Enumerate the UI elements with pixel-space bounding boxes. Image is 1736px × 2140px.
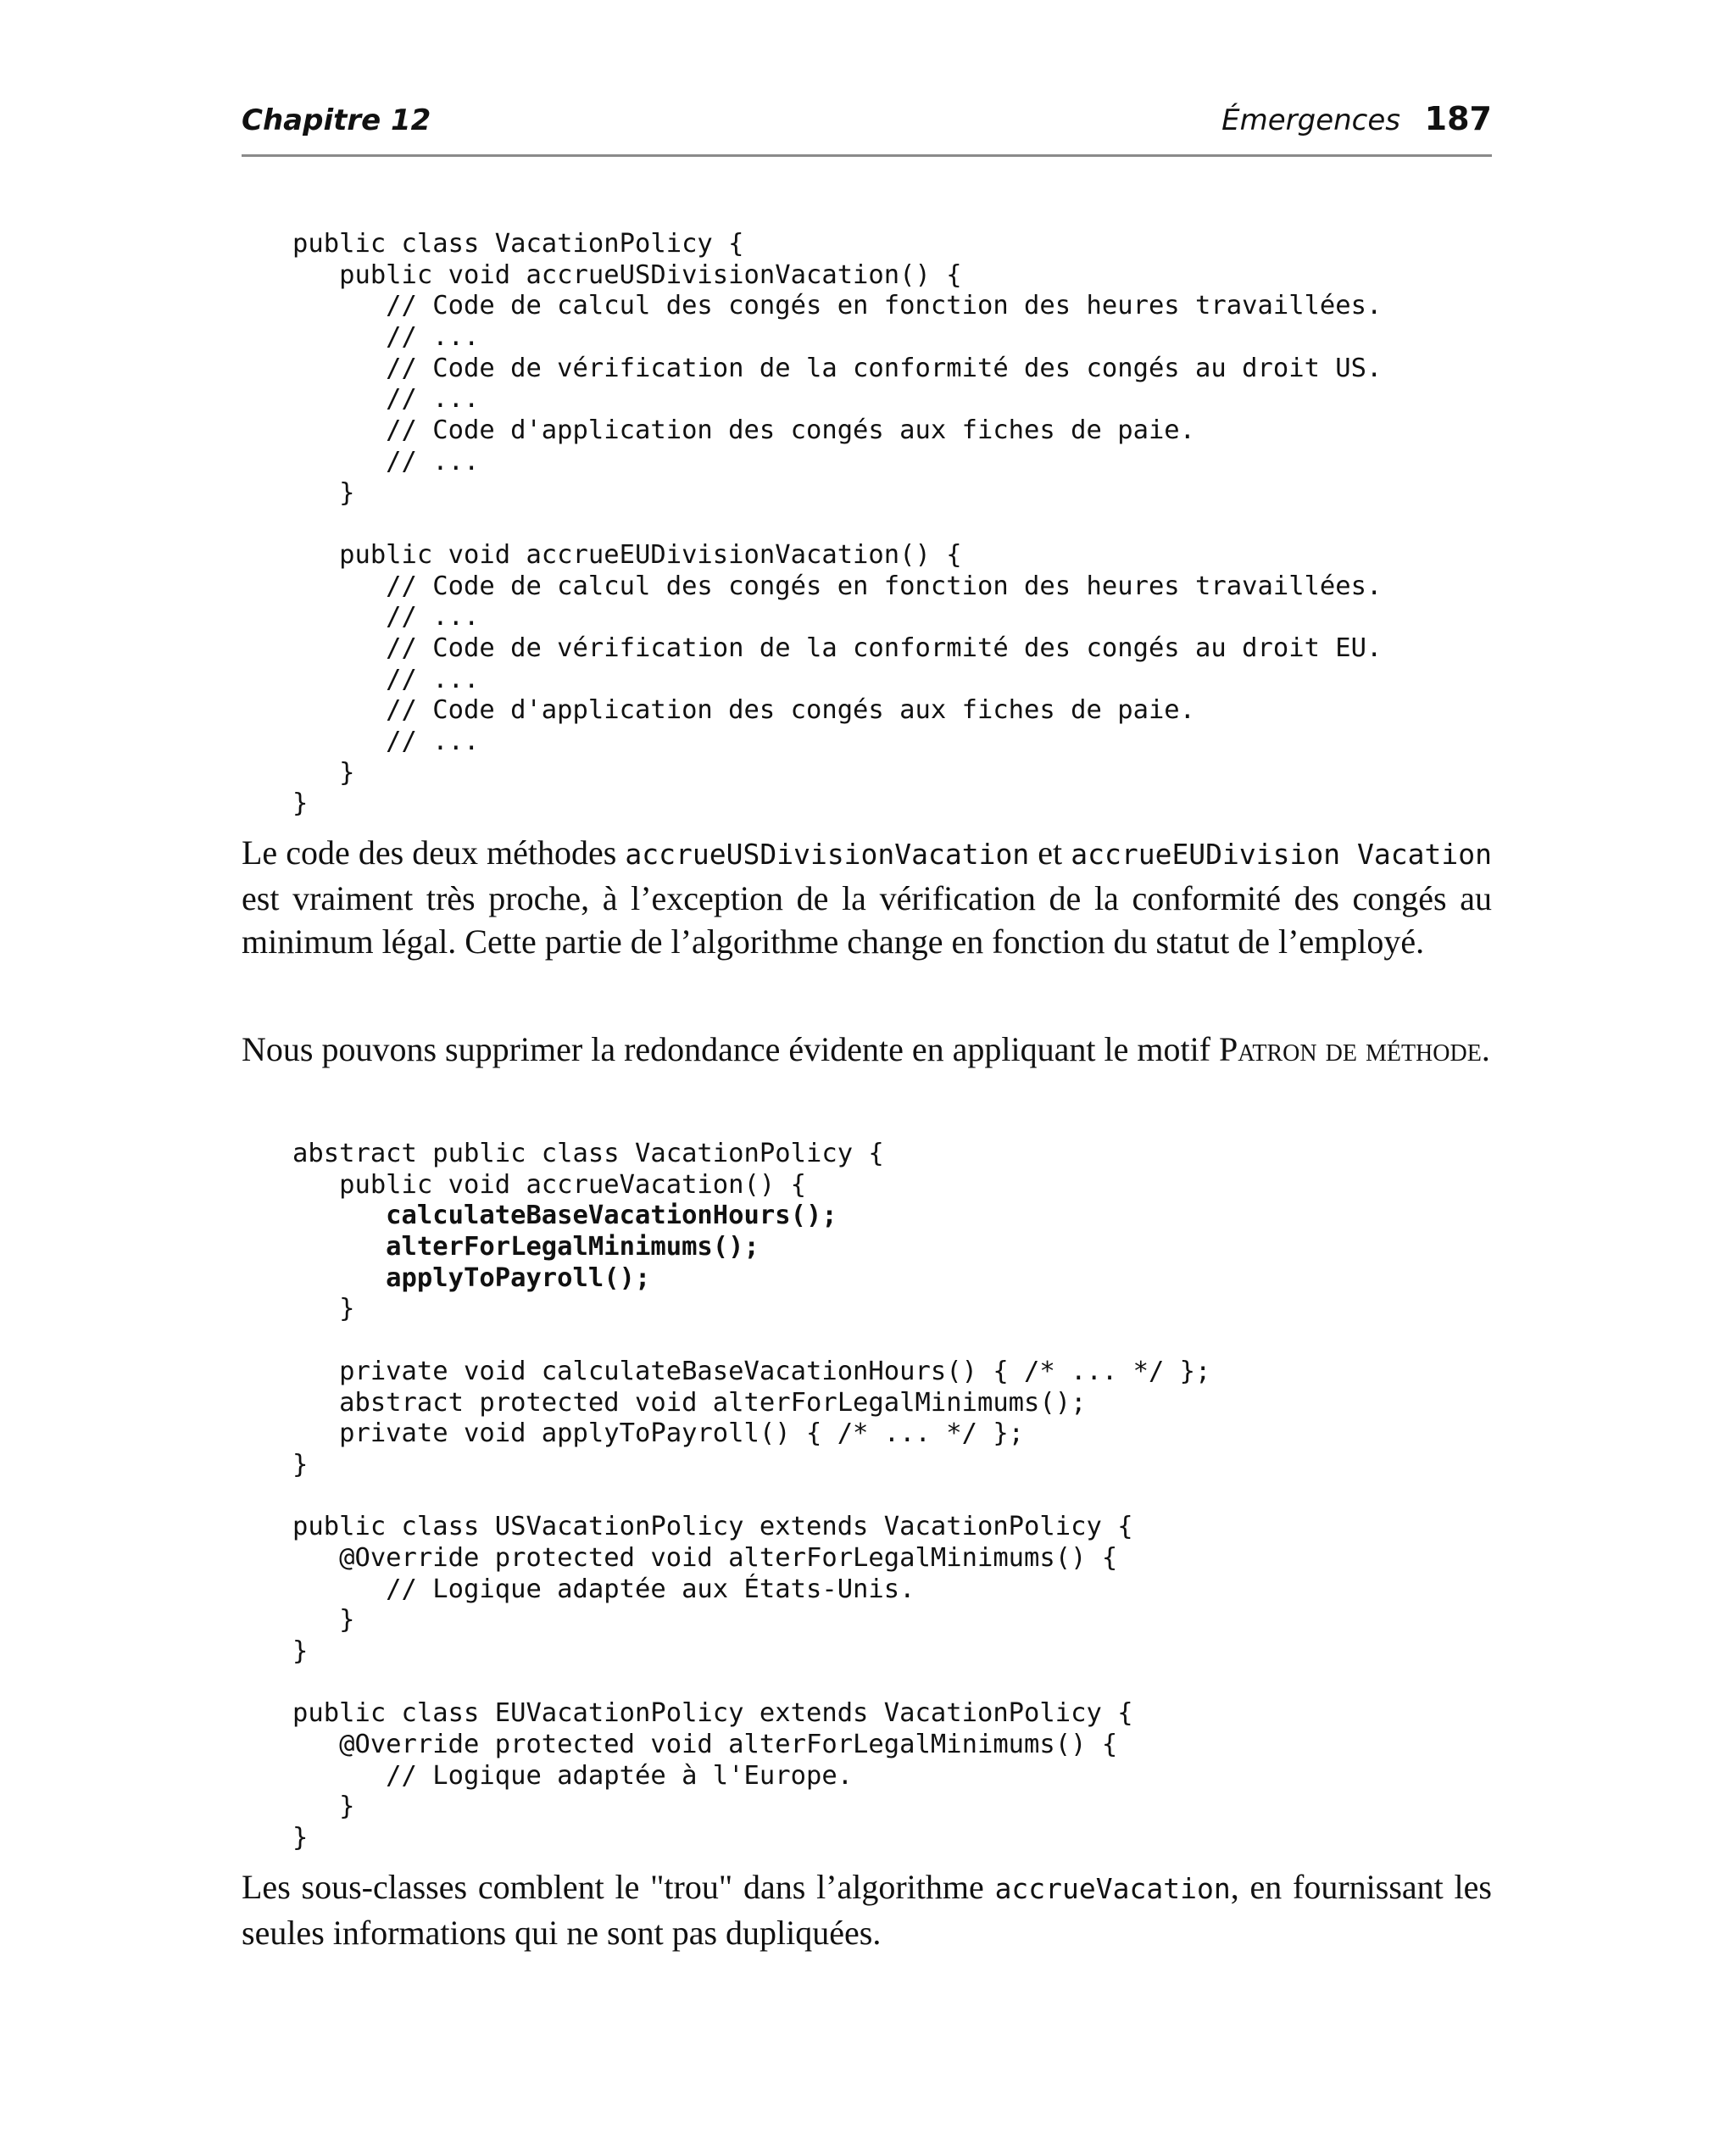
code-line: // Code d'application des congés aux fiches de paie.: [292, 415, 1196, 446]
code-line: // ...: [292, 727, 480, 756]
code-line: // Logique adaptée à l'Europe.: [292, 1760, 854, 1791]
code-line: @Override protected void alterForLegalMinimums() {: [292, 1730, 1118, 1760]
paragraph-template-method: [242, 1028, 1492, 1072]
code-line: public void accrueUSDivisionVacation() {: [292, 259, 962, 290]
code-line: // ...: [292, 664, 480, 694]
code-line: }: [292, 477, 355, 508]
code-line-highlighted: applyToPayroll();: [292, 1262, 651, 1293]
paragraph-methods-comparison: [242, 831, 1492, 964]
paragraph-text: et: [1029, 833, 1071, 872]
code-line: // ...: [292, 322, 480, 353]
code-line-highlighted: alterForLegalMinimums();: [292, 1232, 760, 1262]
code-line: // Code de calcul des congés en fonction des heures travaillées.: [292, 291, 1383, 321]
code-line: public void accrueEUDivisionVacation() {: [292, 539, 962, 570]
paragraph-subclasses: [242, 1865, 1492, 1954]
code-listing-template-method: [292, 1139, 1210, 1854]
code-line: // ...: [292, 446, 480, 476]
code-line: }: [292, 1823, 309, 1853]
code-line: public void accrueVacation() {: [292, 1169, 806, 1200]
code-line: // Code de calcul des congés en fonction des heures travaillées.: [292, 571, 1383, 601]
running-header: [242, 95, 1492, 157]
paragraph-text: , en fournissant les seules informations qui ne sont pas dupliquées.: [242, 1868, 1492, 1952]
code-line: abstract public class VacationPolicy {: [292, 1139, 884, 1168]
code-line: }: [292, 1294, 355, 1324]
code-line: // Code de vérification de la conformité des congés au droit EU.: [292, 633, 1383, 663]
chapter-title: Chapitre 12: [242, 103, 431, 137]
code-line: // Logique adaptée aux États-Unis.: [292, 1574, 915, 1604]
code-line-highlighted: calculateBaseVacationHours();: [292, 1201, 837, 1231]
code-line: }: [292, 1449, 309, 1480]
code-line: // ...: [292, 384, 480, 415]
code-line: abstract protected void alterForLegalMinimums();: [292, 1387, 1087, 1418]
inline-code: accrueUSDivisionVacation: [625, 838, 1030, 871]
code-line: }: [292, 757, 355, 788]
page-number: 187: [1424, 100, 1492, 137]
code-line: [292, 1481, 1210, 1513]
code-line: private void calculateBaseVacationHours() { /* ... */ };: [292, 1356, 1211, 1386]
code-listing-vacation-policy: [292, 229, 1382, 820]
code-line: }: [292, 1636, 309, 1666]
paragraph-text: Nous pouvons supprimer la redondance évidente en appliquant le motif: [242, 1030, 1220, 1068]
inline-code: accrueVacation: [994, 1872, 1231, 1905]
paragraph-text: Les sous-classes comblent le "trou" dans l’algorithme: [242, 1868, 995, 1906]
code-line: }: [292, 789, 309, 819]
code-line: public class VacationPolicy {: [292, 229, 744, 259]
code-line: }: [292, 1605, 355, 1636]
code-line: // Code de vérification de la conformité des congés au droit US.: [292, 353, 1383, 383]
code-line: [292, 1325, 1210, 1357]
section-title: Émergences: [1221, 103, 1400, 137]
code-line: @Override protected void alterForLegalMinimums() {: [292, 1542, 1118, 1573]
paragraph-text: Le code des deux méthodes: [242, 833, 626, 872]
code-line: }: [292, 1792, 355, 1822]
code-line: [292, 509, 1382, 540]
code-line: public class EUVacationPolicy extends VacationPolicy {: [292, 1698, 1133, 1729]
pattern-name: Patron de méthode: [1219, 1030, 1482, 1068]
paragraph-text: est vraiment très proche, à l’exception de la vérification de la conformité des congés au minimum légal. Cette partie de l’algorithme change en fonction du statut de l’employé.: [242, 878, 1492, 961]
code-line: // Code d'application des congés aux fiches de paie.: [292, 695, 1196, 726]
code-line: // ...: [292, 602, 480, 633]
paragraph-text: .: [1481, 1030, 1490, 1068]
code-line: [292, 1668, 1210, 1699]
inline-code: accrueEUDivision Vacation: [1071, 838, 1492, 871]
code-line: private void applyToPayroll() { /* ... */ };: [292, 1418, 1025, 1449]
code-line: public class USVacationPolicy extends VacationPolicy {: [292, 1512, 1133, 1542]
